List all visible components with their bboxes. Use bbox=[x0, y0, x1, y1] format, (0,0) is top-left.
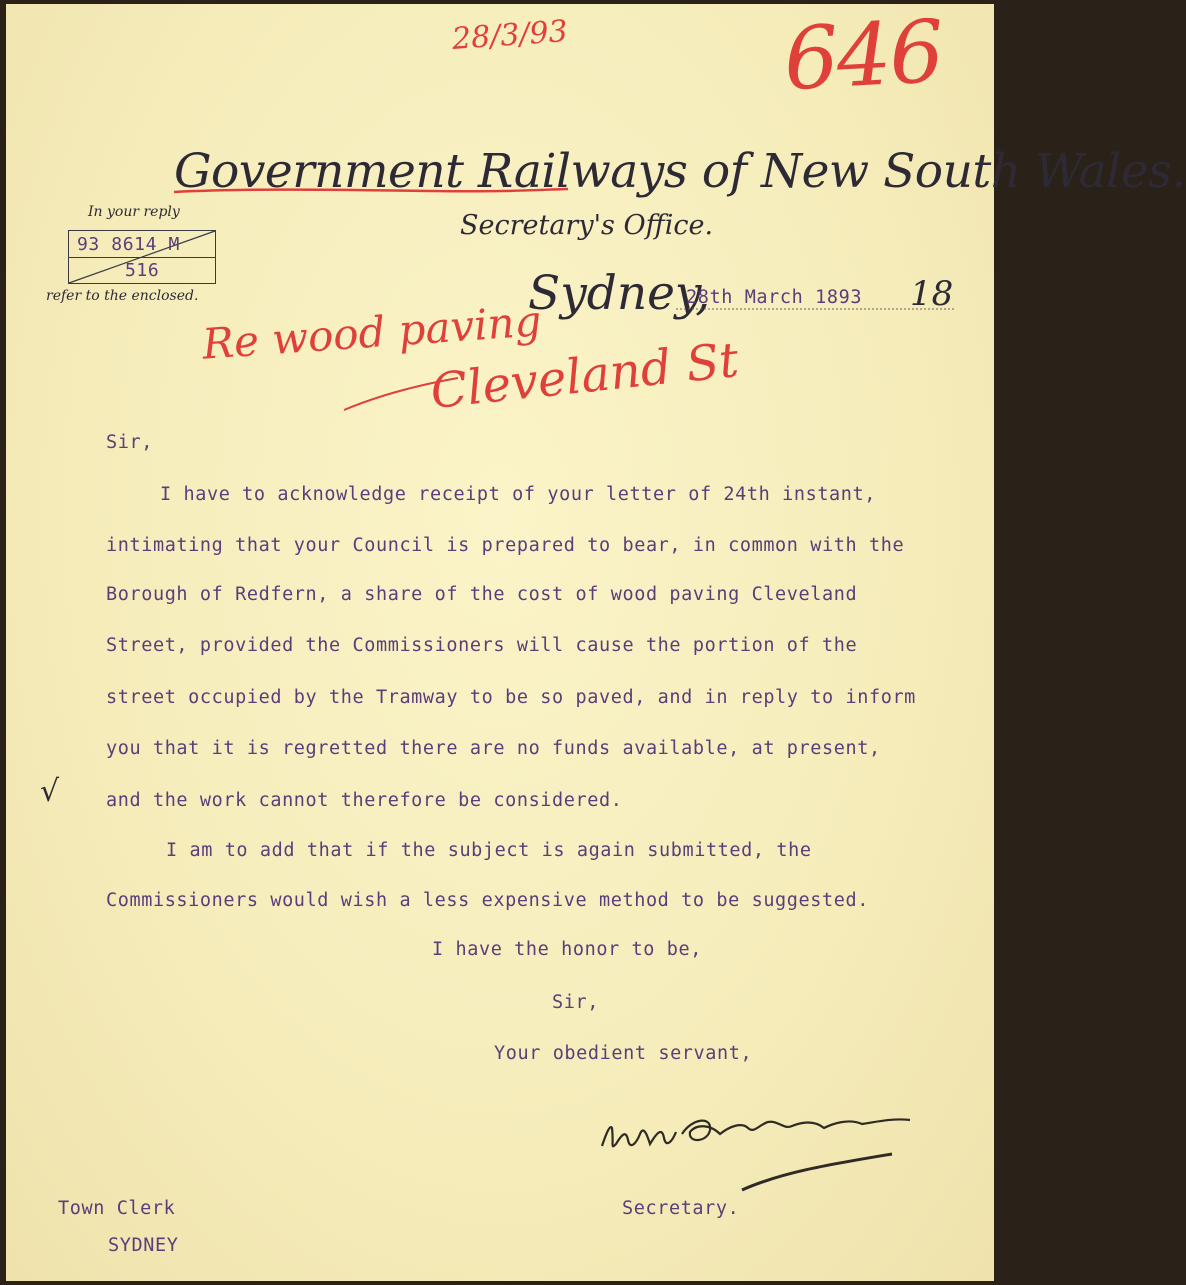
annotation-date: 28/3/93 bbox=[450, 14, 569, 57]
body-line: I have to acknowledge receipt of your letter of 24th instant, bbox=[160, 484, 877, 505]
reply-instruction-top: In your reply bbox=[88, 204, 180, 220]
letterhead-office: Secretary's Office. bbox=[460, 210, 714, 241]
signatory-title: Secretary. bbox=[622, 1198, 740, 1219]
letter-sheet bbox=[6, 1, 1186, 1281]
closing-servant: Your obedient servant, bbox=[494, 1043, 753, 1064]
letterhead-year-prefix: 18 bbox=[910, 274, 954, 314]
body-line: I am to add that if the subject is again submitted, the bbox=[166, 840, 812, 861]
letterhead-organization: Government Railways of New South Wales. bbox=[174, 144, 1186, 199]
salutation: Sir, bbox=[106, 432, 153, 453]
body-line: and the work cannot therefore be considered. bbox=[106, 790, 623, 811]
organization-underline bbox=[172, 184, 572, 204]
letterhead-city: Sydney, bbox=[528, 266, 711, 321]
addressee-line1: Town Clerk bbox=[58, 1198, 176, 1219]
body-line: Borough of Redfern, a share of the cost of wood paving Cleveland bbox=[106, 584, 858, 605]
body-line: street occupied by the Tramway to be so paved, and in reply to inform bbox=[106, 687, 916, 708]
reference-number-line1: 93 8614 M bbox=[77, 234, 180, 255]
annotation-file-number: 646 bbox=[781, 1, 945, 111]
tick-mark: √ bbox=[40, 774, 60, 809]
reference-number-line2: 516 bbox=[125, 260, 160, 281]
signature bbox=[592, 1094, 922, 1204]
closing-sir: Sir, bbox=[552, 992, 599, 1013]
body-line: you that it is regretted there are no funds available, at present, bbox=[106, 738, 881, 759]
subject-stroke bbox=[342, 374, 462, 414]
date-rule bbox=[676, 306, 956, 312]
addressee-line2: SYDNEY bbox=[108, 1235, 179, 1256]
annotation-subject-line1: Re wood paving bbox=[200, 296, 543, 369]
reply-instruction-bottom: refer to the enclosed. bbox=[46, 288, 199, 304]
body-line: Street, provided the Commissioners will cause the portion of the bbox=[106, 635, 858, 656]
body-line: Commissioners would wish a less expensive method to be suggested. bbox=[106, 890, 869, 911]
closing-honor: I have the honor to be, bbox=[432, 939, 702, 960]
body-line: intimating that your Council is prepared to bear, in common with the bbox=[106, 535, 905, 556]
annotation-subject-line2: Cleveland St bbox=[427, 332, 742, 420]
reference-number-box bbox=[68, 230, 216, 284]
letter-date: 28th March 1893 bbox=[686, 287, 863, 308]
